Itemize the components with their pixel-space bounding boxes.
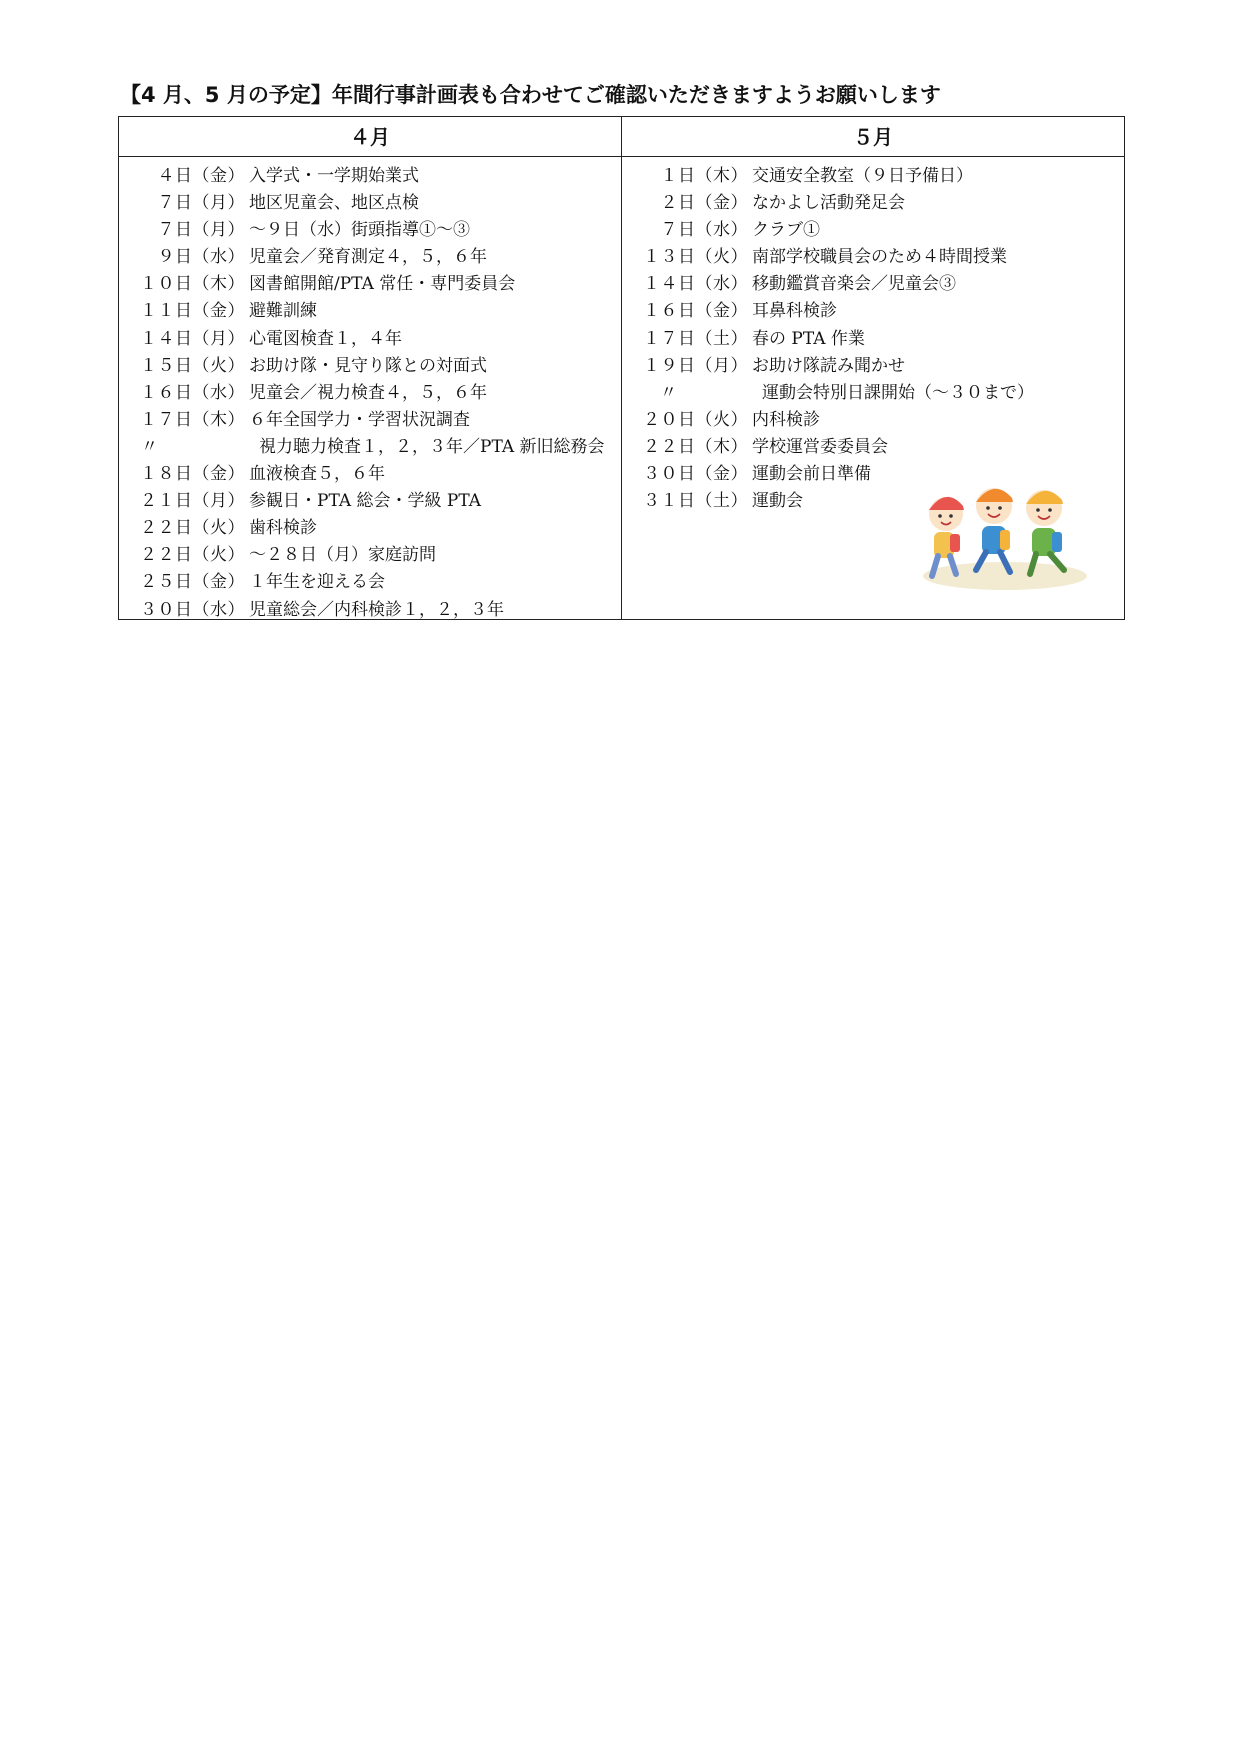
event-date: １５日（火） xyxy=(140,355,245,376)
event-date: １６日（金） xyxy=(643,301,748,322)
may-event-row xyxy=(622,434,1124,461)
may-event-row xyxy=(622,380,1124,407)
april-event-row xyxy=(119,190,621,217)
event-text: 学校運営委委員会 xyxy=(752,436,888,457)
event-date: １３日（火） xyxy=(643,247,748,268)
event-text: 参観日・PTA 総会・学級 PTA xyxy=(249,491,482,512)
event-date: １４日（水） xyxy=(643,274,748,295)
event-date: ２５日（金） xyxy=(140,572,245,593)
event-date: ２２日（火） xyxy=(140,518,245,539)
may-event-row xyxy=(622,353,1124,380)
april-event-row xyxy=(119,244,621,271)
april-column xyxy=(119,117,622,619)
may-event-row xyxy=(622,298,1124,325)
may-event-row xyxy=(622,326,1124,353)
april-event-row xyxy=(119,542,621,569)
april-event-list xyxy=(119,157,621,624)
event-text: 南部学校職員会のため４時間授業 xyxy=(752,247,1007,268)
event-text: ～２８日（月）家庭訪問 xyxy=(249,545,436,566)
may-event-row xyxy=(622,244,1124,271)
april-event-row xyxy=(119,407,621,434)
april-event-row xyxy=(119,597,621,624)
may-header: ５月 xyxy=(622,117,1124,157)
event-date: 〃 xyxy=(141,436,159,457)
may-event-row xyxy=(622,190,1124,217)
event-date: ２２日（木） xyxy=(643,436,748,457)
event-date: ３０日（水） xyxy=(140,599,245,620)
may-event-row xyxy=(622,163,1124,190)
may-event-row xyxy=(622,217,1124,244)
event-text: 地区児童会、地区点検 xyxy=(249,193,419,214)
april-event-row xyxy=(119,380,621,407)
event-text: 血液検査５，６年 xyxy=(249,464,385,485)
april-header: ４月 xyxy=(119,117,621,157)
event-text: クラブ① xyxy=(752,220,820,241)
event-date: １１日（金） xyxy=(140,301,245,322)
april-event-row xyxy=(119,488,621,515)
child-middle xyxy=(976,488,1013,572)
event-text: 心電図検査１，４年 xyxy=(249,328,402,349)
april-event-row xyxy=(119,298,621,325)
event-text: 内科検診 xyxy=(752,409,820,430)
event-date: ２日（金） xyxy=(660,193,748,214)
event-text: 耳鼻科検診 xyxy=(752,301,837,322)
event-date: １４日（月） xyxy=(140,328,245,349)
event-date: ３０日（金） xyxy=(643,464,748,485)
event-date: １０日（木） xyxy=(140,274,245,295)
event-date: １８日（金） xyxy=(140,464,245,485)
april-event-row xyxy=(119,461,621,488)
event-date: ２２日（火） xyxy=(140,545,245,566)
event-text: 児童会／視力検査４，５，６年 xyxy=(249,382,487,403)
april-event-row xyxy=(119,271,621,298)
child-right xyxy=(1026,490,1064,574)
event-text: 運動会 xyxy=(752,491,803,512)
april-event-row xyxy=(119,353,621,380)
event-date: ２１日（月） xyxy=(140,491,245,512)
event-date: １７日（木） xyxy=(140,409,245,430)
event-date: ９日（水） xyxy=(157,247,245,268)
event-date: ７日（月） xyxy=(157,220,245,241)
event-date: ２０日（火） xyxy=(643,409,748,430)
event-text: １年生を迎える会 xyxy=(249,572,385,593)
event-text: 春の PTA 作業 xyxy=(752,328,865,349)
event-text: 避難訓練 xyxy=(249,301,317,322)
may-event-row xyxy=(622,271,1124,298)
april-event-row xyxy=(119,569,621,596)
april-event-row xyxy=(119,326,621,353)
event-text: 入学式・一学期始業式 xyxy=(249,166,419,186)
event-text: 視力聴力検査１，２，３年／PTA 新旧総務会 xyxy=(259,436,605,457)
may-event-list xyxy=(622,157,1124,515)
event-text: 運動会特別日課開始（～３０まで） xyxy=(762,382,1034,403)
event-text: 歯科検診 xyxy=(249,518,317,539)
may-event-row xyxy=(622,407,1124,434)
child-left xyxy=(929,497,964,576)
event-text: ６年全国学力・学習状況調査 xyxy=(249,409,470,430)
april-event-row xyxy=(119,434,621,461)
event-date: ７日（水） xyxy=(660,220,748,241)
event-date: １７日（土） xyxy=(643,328,748,349)
event-date: １９日（月） xyxy=(643,355,748,376)
event-text: 運動会前日準備 xyxy=(752,464,871,485)
event-text: なかよし活動発足会 xyxy=(752,193,905,214)
event-date: ３１日（土） xyxy=(643,491,748,512)
children-walking-illustration xyxy=(920,476,1090,592)
april-event-row xyxy=(119,515,621,542)
event-text: ～９日（水）街頭指導①～③ xyxy=(249,220,470,241)
event-date: ４日（金） xyxy=(157,166,245,186)
event-text: お助け隊・見守り隊との対面式 xyxy=(249,355,487,376)
event-text: お助け隊読み聞かせ xyxy=(752,355,905,376)
event-text: 児童会／発育測定４，５，６年 xyxy=(249,247,487,268)
event-text: 図書館開館/PTA 常任・専門委員会 xyxy=(249,274,516,295)
april-event-row xyxy=(119,217,621,244)
event-date: ７日（月） xyxy=(157,193,245,214)
event-date: 〃 xyxy=(660,382,678,403)
event-date: １日（木） xyxy=(660,166,748,186)
event-text: 児童総会／内科検診１，２，３年 xyxy=(249,599,504,620)
event-date: １６日（水） xyxy=(140,382,245,403)
page-title: 【4 月、5 月の予定】年間行事計画表も合わせてご確認いただきますようお願いします xyxy=(120,83,941,107)
event-text: 交通安全教室（９日予備日） xyxy=(752,166,973,186)
april-event-row xyxy=(119,163,621,190)
event-text: 移動鑑賞音楽会／児童会③ xyxy=(752,274,956,295)
